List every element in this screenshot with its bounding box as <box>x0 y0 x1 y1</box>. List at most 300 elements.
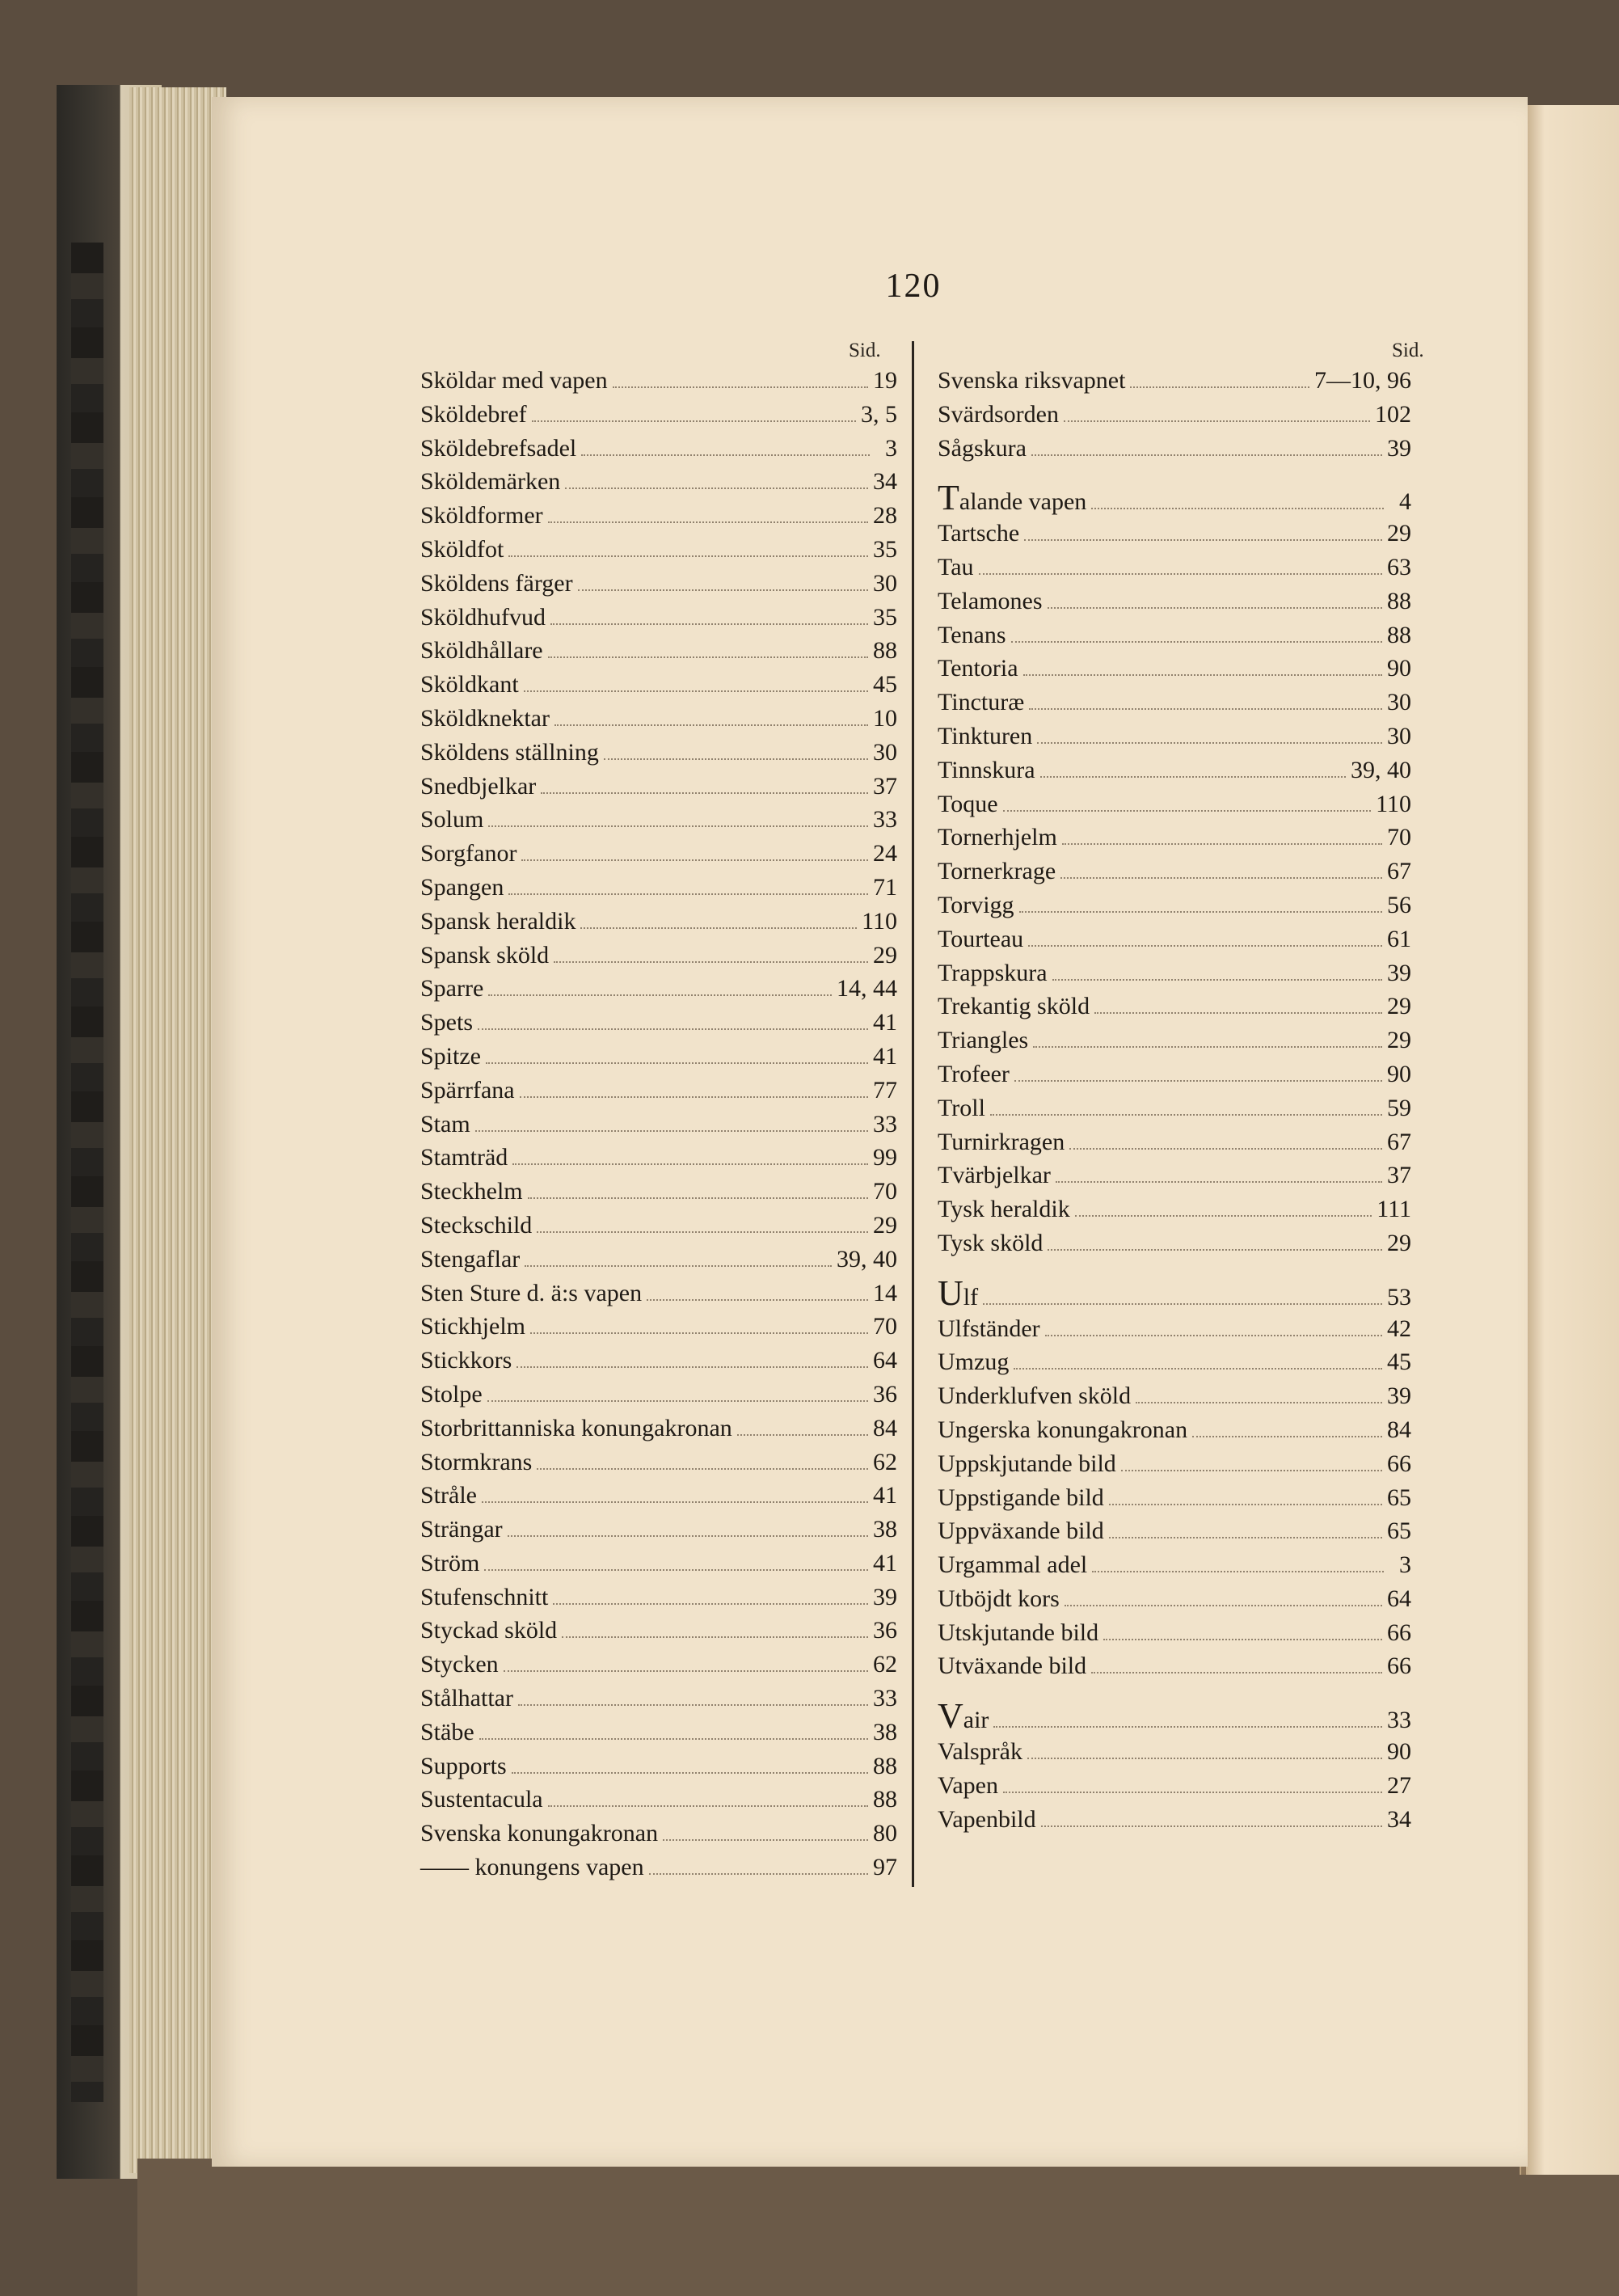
index-term: Vapenbild <box>938 1805 1036 1833</box>
index-term: Ungerska konungakronan <box>938 1416 1188 1443</box>
dot-leader <box>1060 877 1382 879</box>
index-term: Stickhjelm <box>420 1313 525 1340</box>
index-entry <box>420 874 897 908</box>
index-term: Spansk heraldik <box>420 907 576 935</box>
dot-leader <box>1092 1571 1384 1572</box>
index-term: Sköldens ställning <box>420 738 599 766</box>
dot-leader <box>1103 1639 1382 1640</box>
index-term: Tornerkrage <box>938 858 1056 885</box>
dot-leader <box>1024 539 1382 541</box>
index-entry <box>938 1196 1411 1230</box>
index-term: Vapen <box>938 1771 998 1799</box>
index-page-ref: 64 <box>1387 1585 1411 1612</box>
index-term: Sköldhållare <box>420 637 543 665</box>
index-term-rest: air <box>963 1707 989 1734</box>
index-entry <box>938 1652 1411 1686</box>
dot-leader <box>1075 1215 1372 1217</box>
index-entry <box>938 1315 1411 1349</box>
index-page-ref: 35 <box>873 603 897 631</box>
dot-leader <box>1062 843 1382 845</box>
section-initial: V <box>938 1696 963 1737</box>
column-divider <box>912 341 914 1887</box>
section-gap <box>938 468 1411 486</box>
index-page-ref: 111 <box>1377 1196 1411 1223</box>
index-entry <box>938 1738 1411 1772</box>
dot-leader <box>537 1468 868 1470</box>
index-page-ref: 34 <box>873 468 897 496</box>
index-term: Stamträd <box>420 1144 508 1171</box>
dot-leader <box>548 521 868 523</box>
index-page-ref: 62 <box>873 1448 897 1475</box>
index-page-ref: 39, 40 <box>1351 756 1411 783</box>
index-entry <box>420 1313 897 1347</box>
index-page-ref: 30 <box>873 738 897 766</box>
index-entry <box>420 1685 897 1719</box>
index-entry <box>938 478 1411 520</box>
index-page-ref: 65 <box>1387 1484 1411 1511</box>
index-page-ref: 90 <box>1387 1060 1411 1087</box>
dot-leader <box>504 1670 868 1672</box>
index-page-ref: 88 <box>1387 621 1411 648</box>
index-page-ref: 88 <box>1387 587 1411 614</box>
index-entry <box>938 1061 1411 1095</box>
dot-leader <box>1069 1148 1382 1150</box>
index-term: Svenska riksvapnet <box>938 367 1126 394</box>
index-term: Spärrfana <box>420 1076 515 1104</box>
index-term: Utskjutande bild <box>938 1619 1099 1646</box>
index-page-ref: 63 <box>1387 553 1411 580</box>
index-term: Uppväxande bild <box>938 1517 1104 1545</box>
dot-leader <box>1064 420 1370 422</box>
index-entry <box>938 554 1411 588</box>
index-term: —— konungens vapen <box>420 1854 644 1881</box>
index-page-ref: 7—10, 96 <box>1314 367 1411 394</box>
index-term: Tinkturen <box>938 722 1033 749</box>
index-entry <box>420 1719 897 1753</box>
index-page-ref: 28 <box>873 502 897 530</box>
dot-leader <box>1094 1012 1382 1014</box>
index-entry <box>938 892 1411 926</box>
index-page-ref: 24 <box>873 840 897 867</box>
index-page-ref: 41 <box>873 1009 897 1036</box>
index-entry <box>420 1246 897 1280</box>
index-entry <box>420 1482 897 1516</box>
index-entry <box>938 1129 1411 1163</box>
dot-leader <box>990 1114 1382 1116</box>
index-entry <box>938 1382 1411 1416</box>
dot-leader <box>1052 979 1382 981</box>
dot-leader <box>979 573 1382 575</box>
book-bottom-edge <box>137 2159 1619 2296</box>
index-page-ref: 110 <box>1376 790 1411 817</box>
dot-leader <box>554 724 868 726</box>
index-entry <box>938 1772 1411 1806</box>
index-entry <box>420 1651 897 1685</box>
dot-leader <box>1192 1436 1382 1437</box>
dot-leader <box>1028 945 1382 947</box>
index-page-ref: 62 <box>873 1651 897 1678</box>
index-entry <box>420 367 897 401</box>
index-page-ref: 3 <box>1399 1551 1411 1579</box>
dot-leader <box>487 1400 868 1402</box>
index-page-ref: 67 <box>1387 858 1411 885</box>
dot-leader <box>520 1096 868 1098</box>
index-page-ref: 39 <box>1387 959 1411 986</box>
index-page-ref: 88 <box>873 1752 897 1779</box>
dot-leader <box>548 656 868 658</box>
index-page-ref: 29 <box>1387 1027 1411 1054</box>
section-gap <box>938 1264 1411 1281</box>
index-term: Tinnskura <box>938 756 1035 783</box>
index-entry <box>420 1820 897 1854</box>
index-term: Spitze <box>420 1042 481 1070</box>
index-entry <box>938 1696 1411 1738</box>
dot-leader <box>737 1434 868 1436</box>
index-term: Stormkrans <box>420 1448 533 1475</box>
index-page-ref: 59 <box>1387 1094 1411 1121</box>
dot-leader <box>553 1603 868 1605</box>
index-term: Tysk heraldik <box>938 1196 1070 1223</box>
index-page-ref: 35 <box>873 535 897 563</box>
dot-leader <box>983 1303 1382 1305</box>
index-page-ref: 67 <box>1387 1128 1411 1155</box>
dot-leader <box>484 1569 868 1571</box>
index-page-ref: 37 <box>873 772 897 800</box>
index-left-column <box>420 367 897 1888</box>
dot-leader <box>525 1265 832 1267</box>
index-entry <box>420 1415 897 1449</box>
left-column-header: Sid. <box>849 340 881 361</box>
index-page-ref: 88 <box>873 1786 897 1813</box>
index-term: Stufenschnitt <box>420 1583 549 1610</box>
index-entry <box>938 1551 1411 1585</box>
index-page-ref: 33 <box>873 1110 897 1137</box>
index-entry <box>420 806 897 840</box>
index-page-ref: 38 <box>873 1516 897 1543</box>
index-entry <box>938 993 1411 1027</box>
index-term: Sköldar med vapen <box>420 367 608 394</box>
index-entry <box>938 401 1411 435</box>
index-entry <box>420 840 897 874</box>
dot-leader <box>1019 911 1382 913</box>
index-term: Sköldkant <box>420 671 519 699</box>
index-term: Sköldhufvud <box>420 603 546 631</box>
index-page-ref: 29 <box>1387 520 1411 547</box>
index-term: Spangen <box>420 873 504 901</box>
index-term: Stålhattar <box>420 1685 513 1712</box>
index-page-ref: 70 <box>1387 824 1411 851</box>
index-entry <box>420 1854 897 1888</box>
dot-leader <box>1040 776 1346 778</box>
index-term: Svenska konungakronan <box>420 1820 659 1847</box>
index-page-ref: 42 <box>1387 1315 1411 1342</box>
index-page-ref: 36 <box>873 1380 897 1408</box>
index-entry <box>420 1144 897 1178</box>
index-page-ref: 39 <box>1387 434 1411 462</box>
dot-leader <box>1056 1181 1382 1183</box>
index-term: Sågskura <box>938 434 1027 462</box>
index-entry <box>938 1517 1411 1551</box>
index-entry <box>938 1162 1411 1196</box>
index-page-ref: 70 <box>873 1178 897 1205</box>
index-page-ref: 77 <box>873 1076 897 1104</box>
dot-leader <box>541 792 868 794</box>
index-page-ref: 39 <box>873 1583 897 1610</box>
index-entry <box>938 1450 1411 1484</box>
index-entry <box>938 1095 1411 1129</box>
right-column-header: Sid. <box>1392 340 1424 361</box>
index-page-ref: 102 <box>1375 400 1411 428</box>
index-term: Utväxande bild <box>938 1652 1087 1680</box>
dot-leader <box>1045 1335 1382 1336</box>
dot-leader <box>578 589 868 591</box>
dot-leader <box>516 1366 868 1368</box>
index-page-ref: 88 <box>873 637 897 665</box>
index-term: Sköldebrefsadel <box>420 434 577 462</box>
index-entry <box>938 757 1411 791</box>
index-entry <box>420 401 897 435</box>
dot-leader <box>478 1028 868 1030</box>
index-term: Sten Sture d. ä:s vapen <box>420 1279 643 1306</box>
index-entry <box>420 739 897 773</box>
dot-leader <box>649 1873 868 1875</box>
index-page-ref: 71 <box>873 873 897 901</box>
index-page-ref: 29 <box>873 941 897 969</box>
index-entry <box>938 1619 1411 1653</box>
index-entry <box>420 1516 897 1550</box>
index-entry <box>420 536 897 570</box>
index-term: Sköldfot <box>420 535 504 563</box>
index-term: Stengaflar <box>420 1245 521 1273</box>
index-entry <box>420 1786 897 1820</box>
dot-leader <box>1041 1825 1382 1827</box>
index-entry <box>938 1416 1411 1450</box>
dot-leader <box>512 1163 868 1165</box>
dot-leader <box>1037 742 1382 744</box>
index-page-ref: 41 <box>873 1482 897 1509</box>
index-term: Turnirkragen <box>938 1128 1065 1155</box>
index-page-ref: 90 <box>1387 1738 1411 1766</box>
index-page-ref: 14, 44 <box>837 975 897 1002</box>
index-term: Sköldemärken <box>420 468 561 496</box>
dot-leader <box>479 1738 868 1740</box>
index-page-ref: 27 <box>1387 1771 1411 1799</box>
dot-leader <box>1029 708 1382 710</box>
index-entry <box>420 1550 897 1584</box>
index-entry <box>420 1381 897 1415</box>
index-entry <box>938 367 1411 401</box>
dot-leader <box>647 1299 868 1301</box>
index-term: Solum <box>420 806 484 834</box>
dot-leader <box>475 1130 868 1132</box>
index-term: Steckschild <box>420 1211 533 1239</box>
index-entry <box>420 1584 897 1618</box>
index-page-ref: 30 <box>1387 722 1411 749</box>
index-term: Triangles <box>938 1027 1029 1054</box>
dot-leader <box>486 1062 868 1064</box>
index-page-ref: 19 <box>873 367 897 394</box>
index-entry <box>420 908 897 942</box>
index-entry <box>420 671 897 705</box>
index-entry <box>938 960 1411 994</box>
index-page-ref: 33 <box>1387 1707 1411 1734</box>
index-page-ref: 30 <box>873 569 897 597</box>
index-page-ref: 37 <box>1387 1162 1411 1189</box>
index-page-ref: 29 <box>1387 993 1411 1020</box>
dot-leader <box>528 1197 868 1199</box>
index-entry <box>420 468 897 502</box>
index-term: Torvigg <box>938 891 1014 918</box>
dot-leader <box>1023 674 1382 676</box>
dot-leader <box>482 1501 868 1503</box>
index-term: Storbrittanniska konungakronan <box>420 1414 732 1441</box>
index-page-ref: 41 <box>873 1549 897 1576</box>
index-page-ref: 39, 40 <box>837 1245 897 1273</box>
index-entry <box>938 1806 1411 1840</box>
index-term: Valspråk <box>938 1738 1022 1766</box>
dot-leader <box>1109 1537 1382 1538</box>
index-page-ref: 66 <box>1387 1450 1411 1477</box>
index-entry <box>938 689 1411 723</box>
index-entry <box>938 588 1411 622</box>
index-entry <box>938 824 1411 858</box>
index-page-ref: 33 <box>873 806 897 834</box>
index-entry <box>420 435 897 469</box>
dot-leader <box>1027 1758 1382 1759</box>
dot-leader <box>581 454 870 456</box>
index-term: Tenans <box>938 621 1006 648</box>
index-entry <box>938 435 1411 469</box>
index-entry <box>420 1111 897 1145</box>
index-term: Snedbjelkar <box>420 772 537 800</box>
index-term: Utböjdt kors <box>938 1585 1060 1612</box>
index-entry <box>420 942 897 976</box>
dot-leader <box>580 927 857 929</box>
dot-leader <box>532 420 856 422</box>
index-term: Steckhelm <box>420 1178 523 1205</box>
index-term: Sköldknektar <box>420 704 550 732</box>
dot-leader <box>508 555 868 557</box>
dot-leader <box>508 1535 868 1537</box>
index-term-rest: lf <box>963 1283 979 1310</box>
index-entry <box>938 622 1411 656</box>
index-term: Stam <box>420 1110 470 1137</box>
dot-leader <box>1109 1504 1382 1505</box>
index-page-ref: 45 <box>1387 1348 1411 1376</box>
index-page-ref: 66 <box>1387 1619 1411 1646</box>
index-page-ref: 30 <box>1387 689 1411 716</box>
index-entry <box>420 1347 897 1381</box>
index-term: Strängar <box>420 1516 503 1543</box>
index-entry <box>938 520 1411 554</box>
index-term: Stäbe <box>420 1718 474 1745</box>
index-page-ref: 39 <box>1387 1382 1411 1410</box>
index-entry <box>938 791 1411 825</box>
dot-leader <box>537 1231 868 1233</box>
facing-page-edge <box>1520 105 1619 2175</box>
index-term: Uppstigande bild <box>938 1484 1104 1511</box>
index-page-ref: 29 <box>873 1211 897 1239</box>
dot-leader <box>1014 1368 1382 1370</box>
index-term: Uppskjutande bild <box>938 1450 1116 1477</box>
dot-leader <box>1136 1402 1382 1403</box>
index-term: Trofeer <box>938 1060 1010 1087</box>
index-page-ref: 38 <box>873 1718 897 1745</box>
index-term: Telamones <box>938 587 1043 614</box>
index-term: Troll <box>938 1094 985 1121</box>
section-initial: U <box>938 1273 963 1313</box>
index-page-ref: 61 <box>1387 925 1411 952</box>
index-term: Trappskura <box>938 959 1048 986</box>
index-entry <box>420 604 897 638</box>
index-entry <box>420 1077 897 1111</box>
index-term: Tau <box>938 553 974 580</box>
index-entry <box>420 1617 897 1651</box>
dot-leader <box>548 1805 868 1807</box>
index-page-ref: 97 <box>873 1854 897 1881</box>
dot-leader <box>1091 1672 1382 1673</box>
dot-leader <box>663 1839 868 1841</box>
dot-leader <box>1091 508 1384 509</box>
index-page-ref: 4 <box>1399 488 1411 516</box>
index-term: Stolpe <box>420 1380 483 1408</box>
index-entry <box>420 1212 897 1246</box>
index-page-ref: 34 <box>1387 1805 1411 1833</box>
index-page-ref: 90 <box>1387 655 1411 682</box>
index-entry <box>420 1280 897 1314</box>
index-entry <box>420 705 897 739</box>
index-term: Trekantig sköld <box>938 993 1090 1020</box>
dot-leader <box>518 1704 868 1706</box>
index-entry <box>420 975 897 1009</box>
index-term: Ström <box>420 1549 480 1576</box>
index-term: Umzug <box>938 1348 1010 1376</box>
index-term: Underklufven sköld <box>938 1382 1132 1410</box>
dot-leader <box>562 1636 868 1638</box>
index-term <box>938 1273 981 1313</box>
index-term: Ulfständer <box>938 1315 1040 1342</box>
index-term: Stråle <box>420 1482 477 1509</box>
index-page-ref: 66 <box>1387 1652 1411 1680</box>
index-entry <box>420 1009 897 1043</box>
dot-leader <box>613 386 868 388</box>
dot-leader <box>1014 1080 1382 1082</box>
index-page-ref: 53 <box>1387 1283 1411 1310</box>
dot-leader <box>1048 607 1382 609</box>
index-term: Stycken <box>420 1651 499 1678</box>
dot-leader <box>488 994 832 996</box>
dot-leader <box>993 1726 1382 1728</box>
index-term: Sköldens färger <box>420 569 573 597</box>
index-term: Urgammal adel <box>938 1551 1088 1579</box>
index-term: Styckad sköld <box>420 1617 558 1644</box>
dot-leader <box>1031 454 1382 456</box>
index-term <box>938 1696 992 1737</box>
index-term: Tvärbjelkar <box>938 1162 1051 1189</box>
dot-leader <box>512 1772 868 1774</box>
index-page-ref: 41 <box>873 1042 897 1070</box>
dot-leader <box>1130 386 1309 388</box>
dot-leader <box>1003 1792 1382 1793</box>
index-entry <box>938 1230 1411 1264</box>
index-term <box>938 478 1090 518</box>
index-page-ref: 3, 5 <box>861 400 897 428</box>
index-term: Tornerhjelm <box>938 824 1057 851</box>
dot-leader <box>488 825 868 827</box>
index-page-ref: 70 <box>873 1313 897 1340</box>
index-entry <box>420 1178 897 1212</box>
dot-leader <box>508 893 868 895</box>
